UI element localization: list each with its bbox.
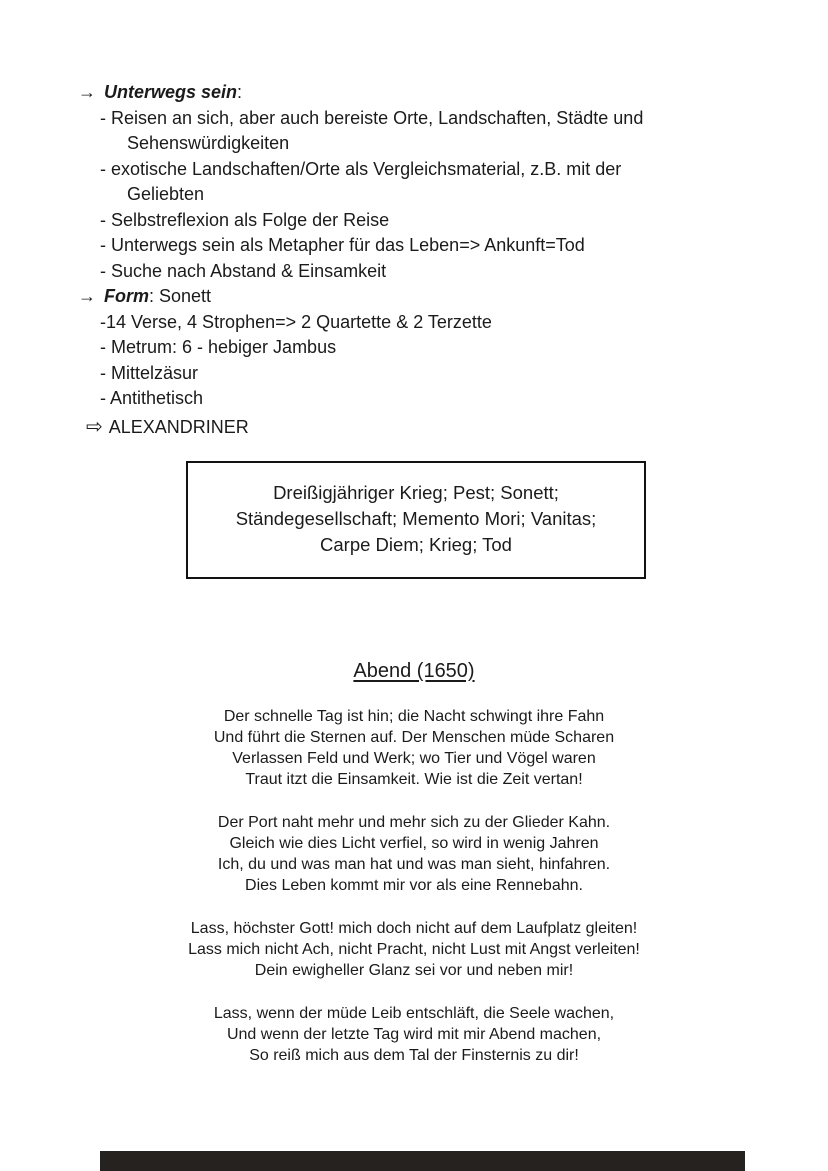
- note-heading-label: Unterwegs sein: [104, 82, 238, 102]
- poem-line: Dies Leben kommt mir vor als eine Rennebahn.: [245, 877, 583, 894]
- poem-line: Lass, höchster Gott! mich doch nicht auf dem Laufplatz gleiten!: [190, 920, 638, 937]
- next-page-image-edge: [100, 1151, 745, 1171]
- poem-stanza: [0, 706, 828, 790]
- note-conclusion: [86, 415, 738, 441]
- note-conclusion-label: ALEXANDRINER: [108, 416, 249, 437]
- note-heading-label: Form: [104, 286, 149, 306]
- note-heading-rest: : Sonett: [149, 286, 212, 306]
- poem-line: Und führt die Sternen auf. Der Menschen müde Scharen: [213, 729, 615, 746]
- note-item: [100, 335, 738, 361]
- poem-line: Lass, wenn der müde Leib entschläft, die Seele wachen,: [213, 1005, 615, 1022]
- keywords-line: Carpe Diem; Krieg; Tod: [320, 534, 512, 555]
- note-item: [100, 259, 738, 285]
- poem-line: Und wenn der letzte Tag wird mit mir Abend machen,: [226, 1026, 602, 1043]
- notes-list: [78, 80, 738, 440]
- note-item: [100, 386, 738, 412]
- poem-line: Der schnelle Tag ist hin; die Nacht schwingt ihre Fahn: [223, 708, 605, 725]
- note-item-line: - exotische Landschaften/Orte als Vergleichsmaterial, z.B. mit der: [100, 158, 622, 179]
- note-item-line: - Selbstreflexion als Folge der Reise: [100, 209, 390, 230]
- poem-line: So reiß mich aus dem Tal der Finsternis zu dir!: [249, 1047, 579, 1064]
- note-item-line: - Antithetisch: [100, 388, 204, 408]
- poem: [0, 706, 828, 1088]
- note-heading-rest: :: [237, 82, 243, 102]
- note-item-line: - Unterwegs sein als Metapher für das Leben=> Ankunft=Tod: [100, 235, 585, 255]
- note-item-continuation: Sehenswürdigkeiten: [127, 133, 290, 153]
- note-item: [100, 106, 738, 157]
- poem-line: Dein ewigheller Glanz sei vor und neben mir!: [254, 962, 574, 979]
- poem-line: Lass mich nicht Ach, nicht Pracht, nicht Lust mit Angst verleiten!: [188, 941, 640, 958]
- note-item-line: - Mittelzäsur: [100, 362, 199, 383]
- keywords-line: Ständegesellschaft; Memento Mori; Vanitas;: [235, 508, 597, 529]
- poem-stanza: [0, 1003, 828, 1066]
- note-item: [100, 208, 738, 234]
- right-arrow-icon: →: [78, 82, 96, 102]
- note-heading: [78, 80, 738, 106]
- note-item-line: - Metrum: 6 - hebiger Jambus: [100, 337, 337, 357]
- note-item-line: - Reisen an sich, aber auch bereiste Orte, Landschaften, Städte und: [100, 107, 644, 128]
- note-item-line: -14 Verse, 4 Strophen=> 2 Quartette & 2 Terzette: [100, 311, 492, 332]
- poem-line: Traut itzt die Einsamkeit. Wie ist die Zeit vertan!: [245, 771, 583, 788]
- poem-line: Ich, du und was man hat und was man sieht, hinfahren.: [217, 856, 611, 873]
- poem-stanza: [0, 812, 828, 896]
- note-item: [100, 157, 738, 208]
- double-right-arrow-icon: ⇨: [86, 415, 103, 438]
- note-heading: [78, 284, 738, 310]
- note-item: [100, 233, 738, 259]
- keywords-box: [186, 461, 646, 579]
- poem-line: Verlassen Feld und Werk; wo Tier und Vögel waren: [232, 750, 596, 767]
- note-item-line: - Suche nach Abstand & Einsamkeit: [100, 260, 387, 281]
- keywords-line: Dreißigjähriger Krieg; Pest; Sonett;: [273, 482, 559, 503]
- poem-stanza: [0, 918, 828, 981]
- poem-title: Abend (1650): [353, 660, 475, 682]
- note-item-continuation: Geliebten: [127, 184, 205, 204]
- right-arrow-icon: →: [78, 286, 96, 306]
- poem-line: Der Port naht mehr und mehr sich zu der Glieder Kahn.: [217, 814, 611, 831]
- note-item: [100, 361, 738, 387]
- note-item: [100, 310, 738, 336]
- poem-line: Gleich wie dies Licht verfiel, so wird in wenig Jahren: [229, 835, 599, 852]
